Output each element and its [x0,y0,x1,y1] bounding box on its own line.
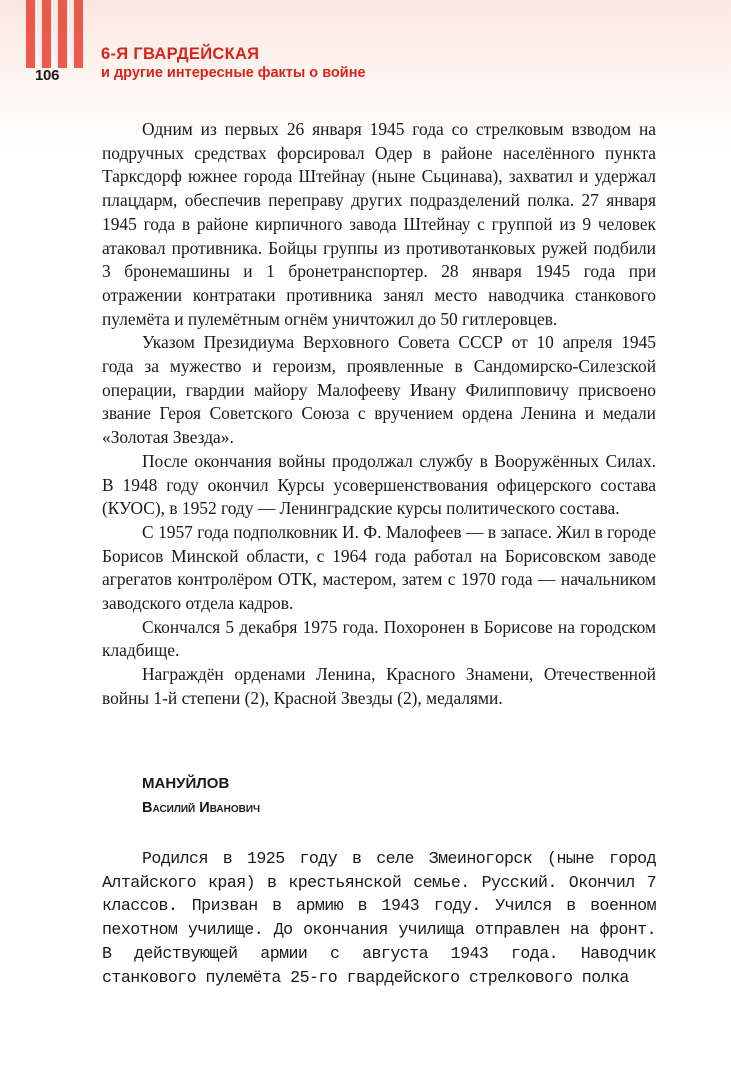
paragraph: Указом Президиума Верховного Совета СССР от 10 апреля 1945 года за мужество и героизм, проявленные в Сандомирско-Силезской операции, гвардии майору Малофееву Ивану Филипповичу присвоено звание Героя Советского Союза с вручением ордена Ленина и медали «Золотая Звезда». [102,332,656,448]
paragraph: После окончания войны продолжал службу в Вооружённых Силах. В 1948 году окончил Курсы усовершенствования офицерского состава (КУОС), в 1952 году — Ленинградские курсы политического состава. [102,450,656,519]
page-number: 106 [35,67,60,84]
person-surname: МАНУЙЛОВ [142,775,230,792]
biography-body [102,847,656,989]
paragraph: Родился в 1925 году в селе Змеиногорск (ныне город Алтайского края) в крестьянской семье. Русский. Окончил 7 классов. Призван в армию в 1943 году. Учился в военном пехотном училище. До окончания училища отправлен на фронт. В действующей армии с августа 1943 года. Наводчик станкового пулемёта 25-го гвардейского стрелкового полка [102,849,656,987]
paragraph: Награждён орденами Ленина, Красного Знамени, Отечественной войны 1-й степени (2), Красной Звезды (2), медалями. [102,664,656,708]
person-given-names: Василий Иванович [142,800,261,816]
running-title [101,45,366,83]
paragraph: Скончался 5 декабря 1975 года. Похоронен в Борисове на городском кладбище. [102,616,656,661]
person-heading [102,772,656,820]
header-stripes-decoration [26,0,86,68]
running-title-subtitle: и другие интересные факты о войне [101,65,366,81]
running-title-main: 6-Я ГВАРДЕЙСКАЯ [101,45,260,63]
article-body [102,118,656,711]
paragraph: С 1957 года подполковник И. Ф. Малофеев — в запасе. Жил в городе Борисов Минской области, с 1964 года работал на Борисовском заводе агрегатов контролёром ОТК, мастером, затем с 1970 года — начальником заводского отдела кадров. [102,521,656,614]
paragraph: Одним из первых 26 января 1945 года со стрелковым взводом на подручных средствах форсировал Одер в районе населённого пункта Тарксдорф южнее города Штейнау (ныне Сьцинава), захватил и удержал плацдарм, обеспечив переправу других подразделений полка. 27 января 1945 года в районе кирпичного завода Штейнау с группой из 9 человек атаковал противника. Бойцы группы из противотанковых ружей подбили 3 бронемашины и 1 бронетранспортер. 28 января 1945 года при отражении контратаки противника занял место наводчика станкового пулемёта и пулемётным огнём уничтожил до 50 гитлеровцев. [102,119,656,329]
